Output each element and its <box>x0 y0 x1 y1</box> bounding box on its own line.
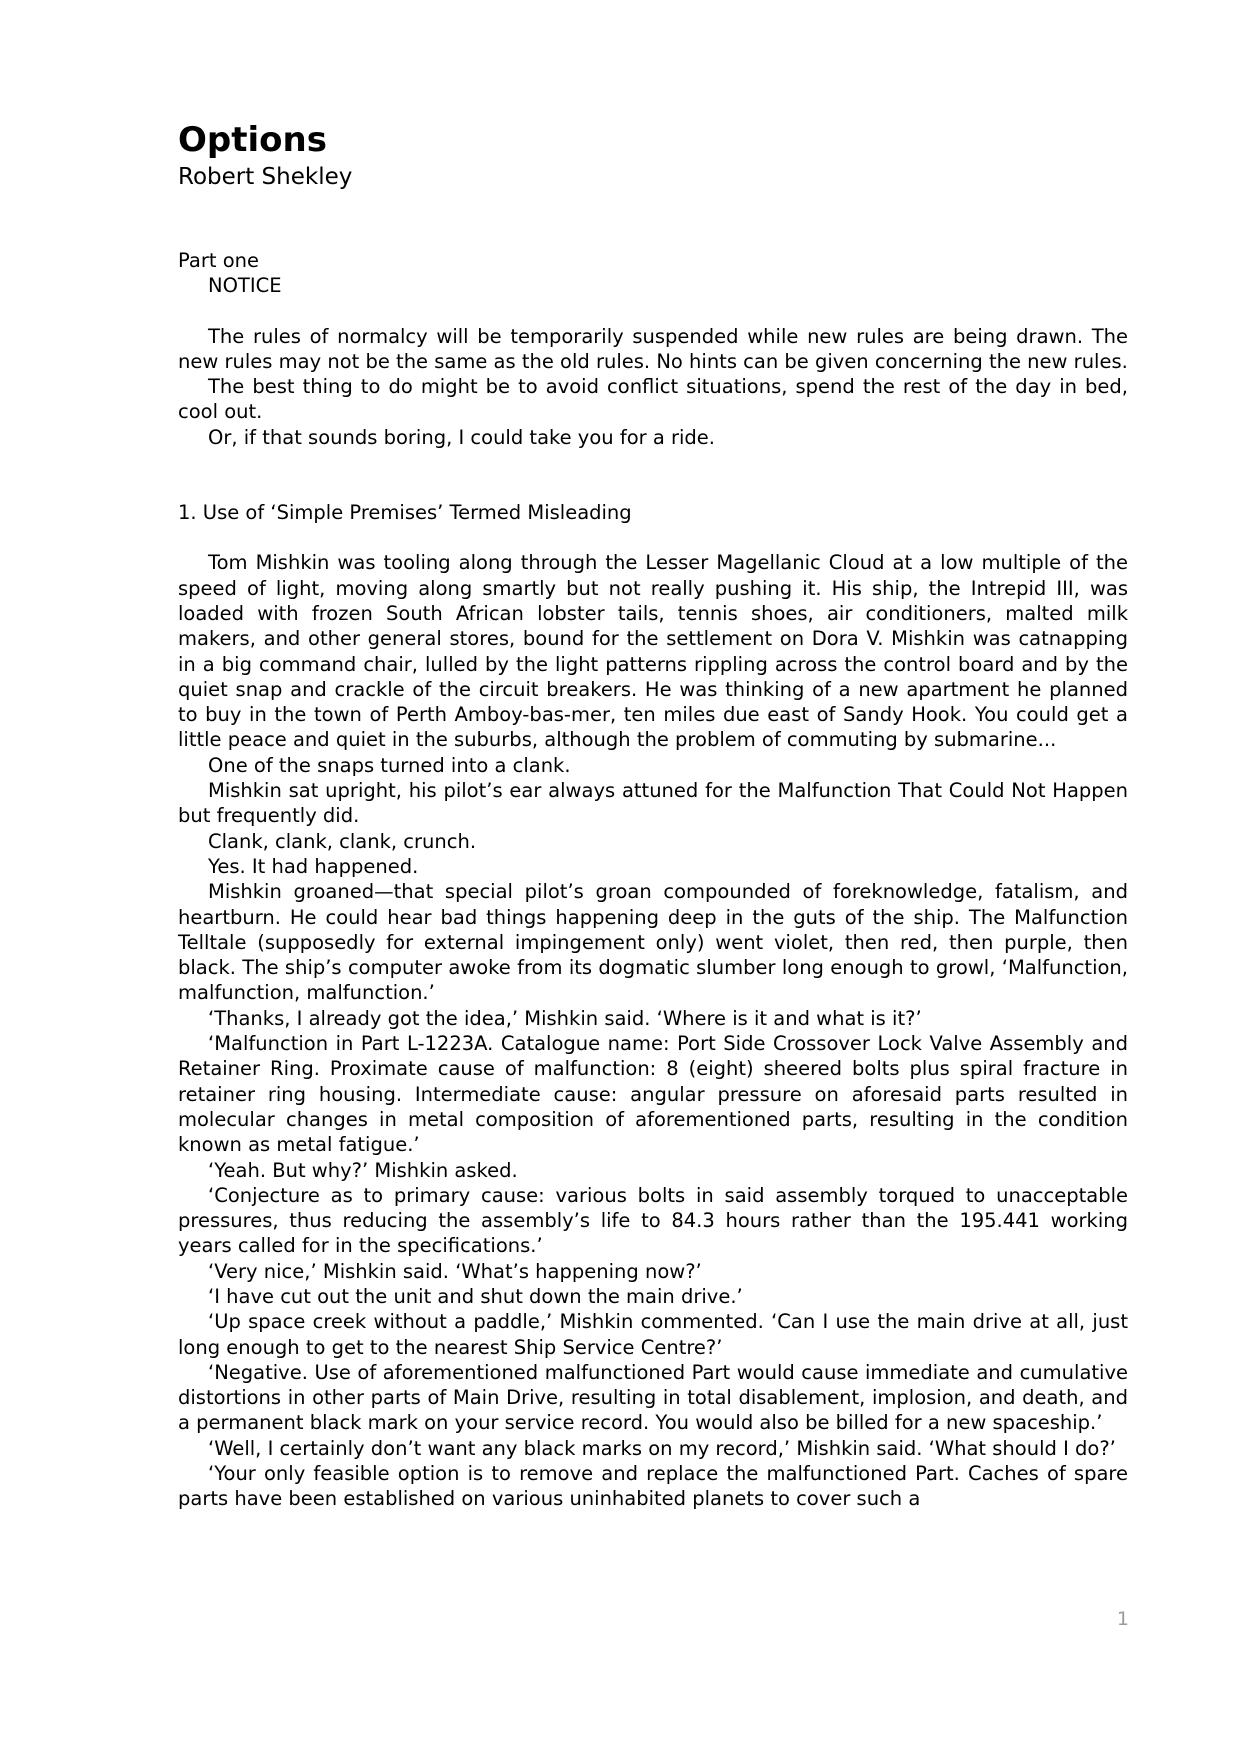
spacer <box>178 525 1128 550</box>
document-author: Robert Shekley <box>178 164 353 190</box>
notice-paragraph: Or, if that sounds boring, I could take you for a ride. <box>208 425 715 449</box>
notice-heading: NOTICE <box>208 274 282 298</box>
document-title: Options <box>178 120 327 160</box>
document-body <box>178 118 1128 1512</box>
part-label: Part one <box>178 249 259 272</box>
chapter-paragraph: ‘Conjecture as to primary cause: various bolts in said assembly torqued to unacceptable pressures, thus reducing the assembly’s life to 84.3 hours rather than the 195.441 working years called for in the specifications.’ <box>178 1183 1128 1258</box>
chapter-paragraph: ‘Malfunction in Part L-1223A. Catalogue name: Port Side Crossover Lock Valve Assembly and Retainer Ring. Proximate cause of malfunction: 8 (eight) sheered bolts plus spiral fracture in retainer ring housing. Intermediate cause: angular pressure on aforesaid parts resulted in molecular changes in metal composition of aforementioned parts, resulting in the condition known as metal fatigue.’ <box>178 1032 1128 1157</box>
page-number: 1 <box>1116 1608 1129 1630</box>
chapter-paragraph: Tom Mishkin was tooling along through the Lesser Magellanic Cloud at a low multiple of the speed of light, moving along smartly but not really pushing it. His ship, the Intrepid III, was loaded with frozen South African lobster tails, tennis shoes, air conditioners, malted milk makers, and other general stores, bound for the settlement on Dora V. Mishkin was catnapping in a big command chair, lulled by the light patterns rippling across the control board and by the quiet snap and crackle of the circuit breakers. He was thinking of a new apartment he planned to buy in the town of Perth Amboy-bas-mer, ten miles due east of Sandy Hook. You could get a little peace and quiet in the suburbs, although the problem of commuting by submarine... <box>178 551 1128 752</box>
notice-paragraph: The rules of normalcy will be temporarily suspended while new rules are being drawn. The new rules may not be the same as the old rules. No hints can be given concerning the new rules. <box>178 324 1128 373</box>
spacer <box>178 450 1128 500</box>
chapter-paragraph: ‘Thanks, I already got the idea,’ Mishkin said. ‘Where is it and what is it?’ <box>208 1006 922 1030</box>
chapter-paragraph: One of the snaps turned into a clank. <box>208 753 571 777</box>
chapter-paragraph: Clank, clank, clank, crunch. <box>208 829 477 853</box>
chapter-section <box>178 500 1128 1512</box>
chapter-paragraph: ‘Up space creek without a paddle,’ Mishkin commented. ‘Can I use the main drive at all, just long enough to get to the nearest Ship Service Centre?’ <box>178 1310 1128 1359</box>
chapter-paragraph: Yes. It had happened. <box>208 854 419 878</box>
notice-section <box>178 248 1128 450</box>
chapter-paragraph: ‘I have cut out the unit and shut down the main drive.’ <box>208 1284 743 1308</box>
chapter-paragraph: ‘Very nice,’ Mishkin said. ‘What’s happening now?’ <box>208 1259 702 1283</box>
spacer <box>178 299 1128 324</box>
chapter-paragraph: ‘Negative. Use of aforementioned malfunctioned Part would cause immediate and cumulative distortions in other parts of Main Drive, resulting in total disablement, implosion, and death, and a permanent black mark on your service record. You would also be billed for a new spaceship.’ <box>178 1360 1128 1435</box>
notice-paragraph: The best thing to do might be to avoid conflict situations, spend the rest of the day in bed, cool out. <box>178 375 1128 424</box>
chapter-paragraph: ‘Yeah. But why?’ Mishkin asked. <box>208 1158 518 1182</box>
chapter-heading: 1. Use of ‘Simple Premises’ Termed Misleading <box>178 501 632 525</box>
chapter-paragraph: Mishkin sat upright, his pilot’s ear always attuned for the Malfunction That Could Not Happen but frequently did. <box>178 779 1128 828</box>
chapter-paragraph: Mishkin groaned—that special pilot’s groan compounded of foreknowledge, fatalism, and heartburn. He could hear bad things happening deep in the guts of the ship. The Malfunction Telltale (supposedly for external impingement only) went violet, then red, then purple, then black. The ship’s computer awoke from its dogmatic slumber long enough to growl, ‘Malfunction, malfunction, malfunction.’ <box>178 880 1128 1005</box>
chapter-paragraph: ‘Your only feasible option is to remove and replace the malfunctioned Part. Caches of spare parts have been established on various uninhabited planets to cover such a <box>178 1462 1128 1511</box>
chapter-paragraph: ‘Well, I certainly don’t want any black marks on my record,’ Mishkin said. ‘What should I do?’ <box>208 1436 1116 1460</box>
